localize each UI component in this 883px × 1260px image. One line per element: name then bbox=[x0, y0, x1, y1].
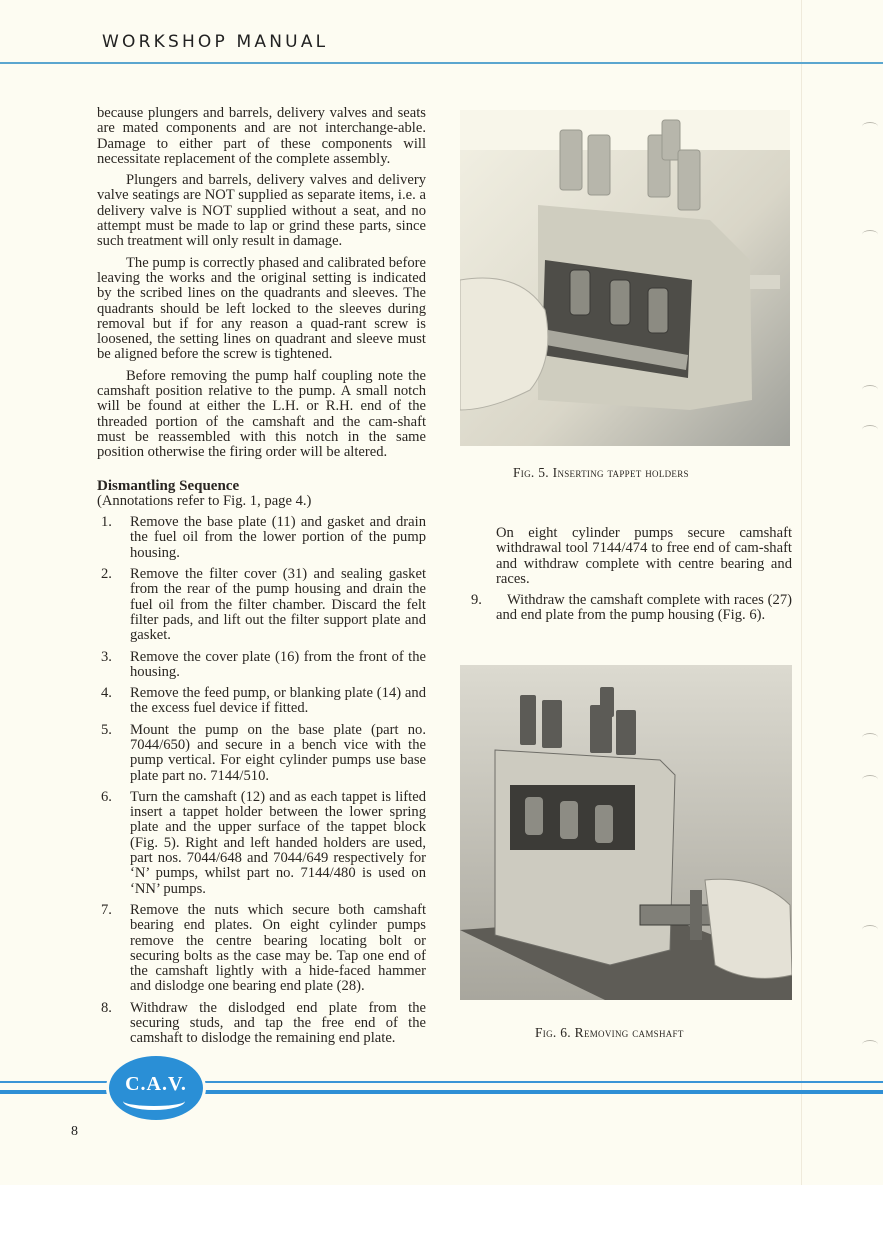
camshaft-removal-photo-illustration-icon bbox=[460, 665, 792, 1000]
step-number: 6. bbox=[101, 788, 112, 805]
step-text: Remove the filter cover (31) and sealing gasket from the rear of the pump housing and drain the fuel oil from the filter chamber. Discard the felt filter pads, and lift out the filter support plate and gasket. bbox=[130, 566, 426, 644]
step-number: 3. bbox=[101, 648, 112, 665]
dismantling-steps-list-continued bbox=[463, 593, 792, 624]
page-binding-edge bbox=[801, 0, 802, 1185]
step-text: Remove the cover plate (16) from the front of the housing. bbox=[130, 648, 426, 680]
pump-photo-illustration-icon bbox=[460, 110, 790, 446]
list-item bbox=[97, 790, 426, 897]
page-background-below bbox=[0, 1185, 883, 1260]
paragraph: because plungers and barrels, delivery valves and seats are mated components and are not interchange-able. Damage to either part of these components will necessitate replacement of the complete assembly. bbox=[97, 105, 426, 167]
paragraph: On eight cylinder pumps secure camshaft withdrawal tool 7144/474 to free end of cam-shaft and withdraw complete with centre bearing and races. bbox=[496, 525, 792, 587]
fig6-photo bbox=[460, 665, 792, 1000]
step-text: Withdraw the camshaft complete with races (27) and end plate from the pump housing (Fig. 6). bbox=[496, 592, 792, 624]
dismantling-steps-list bbox=[97, 515, 426, 1047]
section-note: (Annotations refer to Fig. 1, page 4.) bbox=[97, 492, 312, 509]
punch-hole-mark bbox=[862, 1040, 878, 1049]
punch-hole-mark bbox=[862, 122, 878, 131]
step-number: 2. bbox=[101, 566, 112, 583]
step-text: Withdraw the dislodged end plate from the securing studs, and tap the free end of the camshaft to dislodge the remaining end plate. bbox=[130, 999, 426, 1047]
running-header-title: WORKSHOP MANUAL bbox=[102, 32, 329, 52]
step-number: 8. bbox=[101, 999, 112, 1016]
cav-logo-text: C.A.V. bbox=[125, 1072, 187, 1095]
figure-6-caption: Fig. 6. Removing camshaft bbox=[535, 1025, 684, 1040]
page-number: 8 bbox=[71, 1124, 78, 1139]
punch-hole-mark bbox=[862, 425, 878, 434]
left-text-column bbox=[97, 106, 426, 1053]
punch-hole-mark bbox=[862, 925, 878, 934]
step-text: Remove the nuts which secure both camshaft bearing end plates. On eight cylinder pumps remove the centre bearing locating bolt or securing bolts as the case may be. Tap one end of the camshaft lightly with a hide-faced hammer and dislodge one bearing end plate (28). bbox=[130, 901, 426, 995]
fig5-photo bbox=[460, 110, 790, 446]
step-number: 5. bbox=[101, 721, 112, 738]
list-item bbox=[97, 1001, 426, 1047]
list-item bbox=[97, 650, 426, 681]
punch-hole-mark bbox=[862, 733, 878, 742]
step-number: 7. bbox=[101, 901, 112, 918]
logo-swoosh-icon bbox=[123, 1092, 185, 1110]
figure-5-caption: Fig. 5. Inserting tappet holders bbox=[513, 465, 689, 480]
step-number: 1. bbox=[101, 514, 112, 531]
list-item bbox=[97, 686, 426, 717]
list-item bbox=[97, 723, 426, 784]
section-heading: Dismantling Sequence bbox=[97, 477, 240, 494]
cav-logo bbox=[106, 1053, 206, 1123]
step-text: Turn the camshaft (12) and as each tappet is lifted insert a tappet holder between the lower spring plate and the upper surface of the tappet block (Fig. 5). Right and left handed holders are used, part nos. 7044/648 and 7044/649 respectively for ‘N’ pumps, whilst part no. 7144/480 is used on ‘NN’ pumps. bbox=[130, 788, 426, 897]
list-item bbox=[463, 593, 792, 624]
step-text: Mount the pump on the base plate (part no. 7044/650) and secure in a bench vice with the pump vertical. For eight cylinder pumps use base plate part no. 7144/510. bbox=[130, 721, 426, 784]
step-number: 4. bbox=[101, 685, 112, 702]
punch-hole-mark bbox=[862, 230, 878, 239]
header-rule bbox=[0, 62, 883, 64]
step-text: Remove the feed pump, or blanking plate (14) and the excess fuel device if fitted. bbox=[130, 685, 426, 717]
punch-hole-mark bbox=[862, 775, 878, 784]
paragraph: Plungers and barrels, delivery valves and delivery valve seatings are NOT supplied as separate items, i.e. a delivery valve is NOT supplied without a seat, and no attempt must be made to lap or grind these parts, since such treatment will only result in damage. bbox=[97, 172, 426, 250]
list-item bbox=[97, 567, 426, 643]
paragraph: Before removing the pump half coupling note the camshaft position relative to the pump. A small notch will be found at either the L.H. or R.H. end of the threaded portion of the camshaft and the cam-shaft must be reassembled with this notch in the same position otherwise the firing order will be altered. bbox=[97, 367, 426, 461]
paragraph: The pump is correctly phased and calibrated before leaving the works and the original setting is indicated by the scribed lines on the quadrants and sleeves. The quadrants should be left locked to the sleeves during removal but if for any reason a quad-rant screw is loosened, the setting lines on quadrant and sleeve must be aligned before the screw is tightened. bbox=[97, 254, 426, 363]
list-item bbox=[97, 903, 426, 995]
list-item bbox=[97, 515, 426, 561]
right-text-column bbox=[471, 525, 792, 630]
punch-hole-mark bbox=[862, 385, 878, 394]
step-number: 9. bbox=[471, 592, 482, 609]
step-text: Remove the base plate (11) and gasket and drain the fuel oil from the lower portion of the pump housing. bbox=[130, 514, 426, 561]
